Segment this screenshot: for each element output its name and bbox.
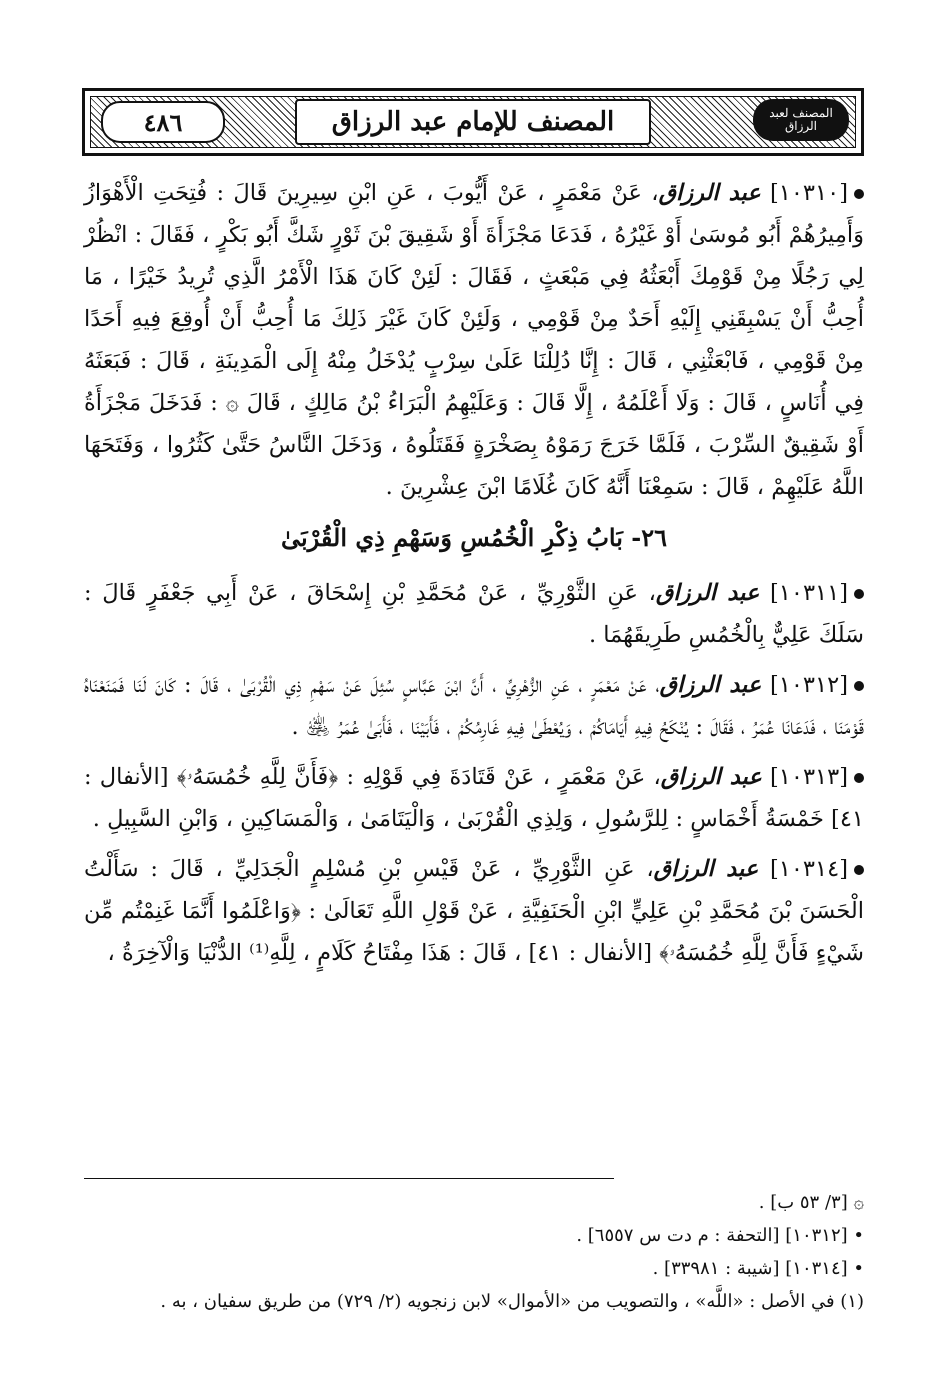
book-title: المصنف للإمام عبد الرزاق <box>295 99 651 145</box>
narrator: عبد الرزاق <box>659 672 762 698</box>
logo: المصنف لعبد الرزاق <box>753 99 849 141</box>
hadith-text: ، عَنْ مَعْمَرٍ ، عَنِ الزُّهْرِيِّ ، أَنَّ ابْنَ عَبَّاسٍ سُئِلَ عَنْ سَهْمِ ذِي الْقُرْبَىٰ ، قَالَ : كَانَ لَنَا فَمَنَعْنَاهُ قَوْمَنَا ، فَدَعَانَا عُمَرُ ، فَقَالَ : يُنْكَحُ فِيهِ أَيَامَاكُمْ ، وَيُعْطَىٰ فِيهِ غَارِمُكُمْ ، فَأَبَيْنَا ، فَأَبَىٰ عُمَرُ ﵁ . <box>84 672 864 740</box>
hadith-10310 <box>84 172 864 508</box>
footnote-divider <box>84 1178 614 1179</box>
hadith-10312 <box>84 664 864 748</box>
narrator: عبد الرزاق <box>653 856 759 882</box>
bullet-icon <box>854 589 864 599</box>
hadith-10314 <box>84 848 864 974</box>
hadith-number: [١٠٣١١] <box>770 580 848 606</box>
chapter-heading: ٢٦- بَابُ ذِكْرِ الْخُمُسِ وَسَهْمِ ذِي الْقُرْبَىٰ <box>280 523 667 552</box>
narrator: عبد الرزاق <box>658 180 761 206</box>
hadith-text: ، عَنْ مَعْمَرٍ ، عَنْ قَتَادَةَ فِي قَوْلِهِ : ﴿فَأَنَّ لِلَّهِ خُمُسَهُۥ﴾ [الأنفال : ٤١] خَمْسَةُ أَخْمَاسٍ : لِلرَّسُولِ ، وَلِذِي الْقُرْبَىٰ ، وَالْيَتَامَىٰ ، وَالْمَسَاكِينِ ، وَابْنِ السَّبِيلِ . <box>84 764 864 832</box>
hadith-number: [١٠٣١٣] <box>770 764 848 790</box>
narrator: عبد الرزاق <box>655 580 760 606</box>
main-text <box>84 172 864 982</box>
hadith-number: [١٠٣١٤] <box>769 856 848 882</box>
bullet-icon <box>854 681 864 691</box>
hadith-text: ، عَنِ الثَّوْرِيِّ ، عَنْ مُحَمَّدِ بْنِ إِسْحَاقَ ، عَنْ أَبِي جَعْفَرٍ قَالَ : سَلَكَ عَلِيٌّ بِالْخُمُسِ طَرِيقَهُمَا . <box>84 580 864 648</box>
footnote: • [١٠٣١٢] [التحفة : م دت س ٦٥٥٧] . <box>576 1225 864 1246</box>
hadith-text: ، عَنْ مَعْمَرٍ ، عَنْ أَيُّوبَ ، عَنِ ابْنِ سِيرِينَ قَالَ : فُتِحَتِ الْأَهْوَازُ وَأَمِيرُهُمْ أَبُو مُوسَىٰ أَوْ غَيْرُهُ ، فَدَعَا مَجْزَأَةَ أَوْ شَقِيقَ بْنَ ثَوْرٍ شَكَّ أَبُو بَكْرٍ ، فَقَالَ : انْظُرْ لِي رَجُلًا مِنْ قَوْمِكَ أَبْعَثُهُ فِي مَبْعَثٍ ، فَقَالَ : لَئِنْ كَانَ هَذَا الْأَمْرُ الَّذِي تُرِيدُ خَيْرًا ، مَا أُحِبُّ أَنْ يَسْبِقَنِي إِلَيْهِ أَحَدٌ مِنْ قَوْمِي ، وَلَئِنْ كَانَ غَيْرَ ذَلِكَ مَا أُحِبُّ أَنْ أُوقِعَ فِيهِ أَحَدًا مِنْ قَوْمِي ، فَابْعَثْنِي ، قَالَ : إِنَّا دُلِلْنَا عَلَىٰ سِرْبٍ يُدْخَلُ مِنْهُ إِلَى الْمَدِينَةِ ، قَالَ : فَبَعَثَهُ فِي أُنَاسٍ ، قَالَ : وَلَا أَعْلَمُهُ ، إِلَّا قَالَ : وَعَلَيْهِمُ الْبَرَاءُ بْنُ مَالِكٍ ، قَالَ ۞ : فَدَخَلَ مَجْزَأَةُ أَوْ شَقِيقٌ السِّرْبَ ، فَلَمَّا خَرَجَ رَمَوْهُ بِصَخْرَةٍ فَقَتَلُوهُ ، وَدَخَلَ النَّاسُ حَتَّىٰ كَثُرُوا ، وَفَتَحَهَا اللَّهُ عَلَيْهِمْ ، قَالَ : سَمِعْنَا أَنَّهُ كَانَ غُلَامًا ابْنَ عِشْرِينَ . <box>84 180 864 500</box>
hadith-10311 <box>84 572 864 656</box>
footnote: • [١٠٣١٤] [شيبة : ٣٣٩٨١] . <box>652 1258 864 1279</box>
footnote: ۞ [٣/ ٥٣ ب] . <box>758 1192 864 1213</box>
hadith-text: ، عَنِ الثَّوْرِيِّ ، عَنْ قَيْسِ بْنِ مُسْلِمٍ الْجَدَلِيِّ ، قَالَ : سَأَلْتُ الْحَسَنَ بْنَ مُحَمَّدِ بْنِ عَلِيٍّ ابْنِ الْحَنَفِيَّةِ ، عَنْ قَوْلِ اللَّهِ تَعَالَىٰ : ﴿وَاعْلَمُوا أَنَّمَا غَنِمْتُم مِّن شَيْءٍ فَأَنَّ لِلَّهِ خُمُسَهُۥ﴾ [الأنفال : ٤١] ، قَالَ : هَذَا مِفْتَاحُ كَلَامٍ ، لِلَّهِ⁽¹⁾ الدُّنْيَا وَالْآخِرَةُ ، <box>84 856 864 966</box>
hadith-number: [١٠٣١٢] <box>769 672 848 698</box>
bullet-icon <box>854 773 864 783</box>
narrator: عبد الرزاق <box>660 764 762 790</box>
hadith-number: [١٠٣١٠] <box>769 180 848 206</box>
page-number: ٤٨٦ <box>101 101 225 143</box>
footnote: (١) في الأصل : «اللَّه» ، والتصويب من «الأموال» لابن زنجويه (٢/ ٧٢٩) من طريق سفيان ، به . <box>160 1291 864 1312</box>
page-header <box>82 88 864 156</box>
hadith-10313 <box>84 756 864 840</box>
bullet-icon <box>854 189 864 199</box>
bullet-icon <box>854 865 864 875</box>
footnotes <box>84 1186 864 1318</box>
